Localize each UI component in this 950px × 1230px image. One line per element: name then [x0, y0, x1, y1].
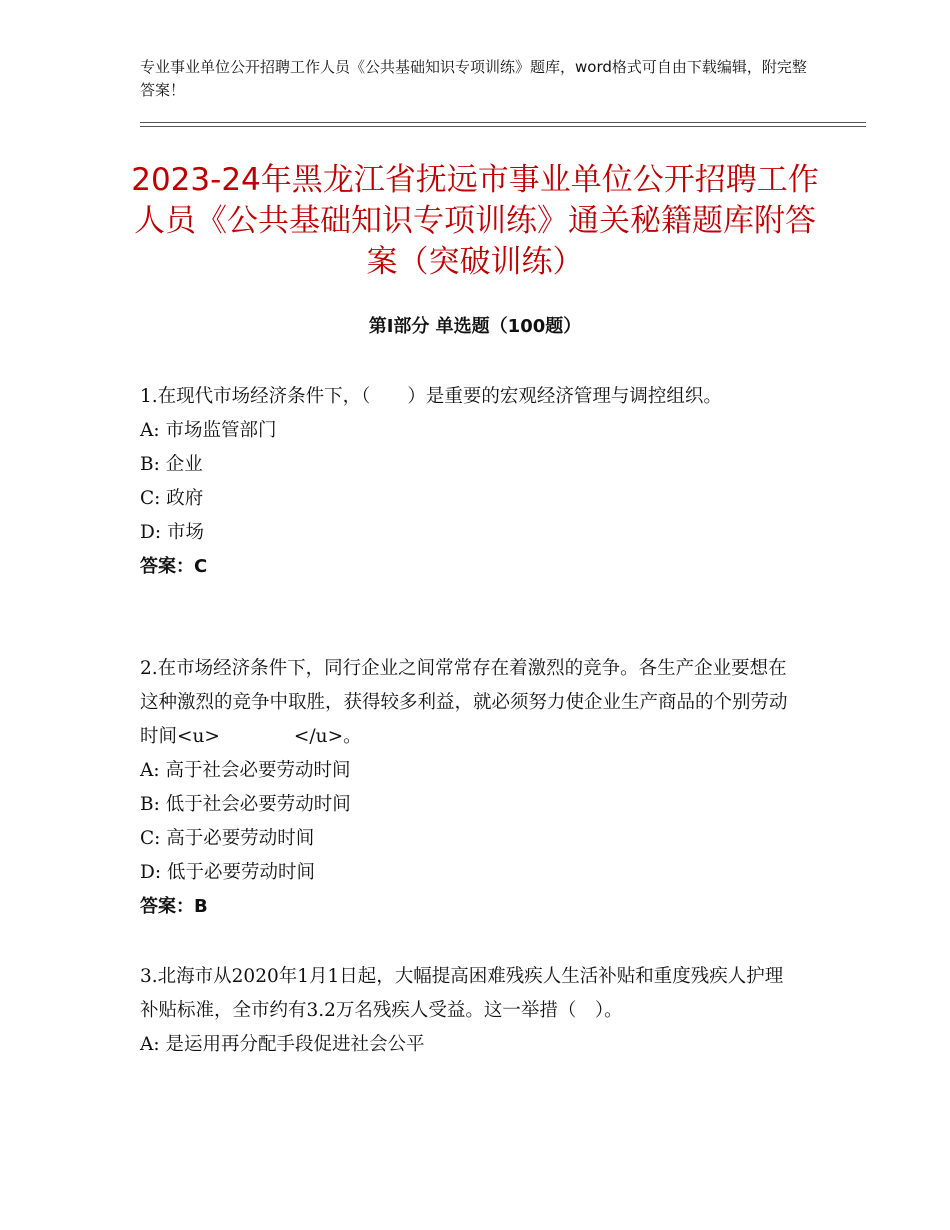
answer: 答案：B	[140, 896, 208, 917]
answer: 答案：C	[140, 556, 208, 577]
header-divider-secondary	[140, 126, 866, 127]
question-3	[140, 960, 800, 1062]
document-title: 2023-24年黑龙江省抚远市事业单位公开招聘工作人员《公共基础知识专项训练》通关秘籍题库附答案（突破训练）	[131, 162, 819, 280]
option-b: B: 低于社会必要劳动时间	[140, 794, 351, 815]
question-stem: 1.在现代市场经济条件下，（ ）是重要的宏观经济管理与调控组织。	[140, 386, 722, 407]
option-a: A: 是运用再分配手段促进社会公平	[140, 1034, 425, 1055]
option-d: D: 低于必要劳动时间	[140, 862, 315, 883]
option-d: D: 市场	[140, 522, 204, 543]
option-b: B: 企业	[140, 454, 203, 475]
option-c: C: 政府	[140, 488, 204, 509]
option-c: C: 高于必要劳动时间	[140, 828, 315, 849]
section-title: 第Ⅰ部分 单选题（100题）	[368, 316, 582, 337]
option-a: A: 高于社会必要劳动时间	[140, 760, 351, 781]
option-a: A: 市场监管部门	[140, 420, 277, 441]
header-divider	[140, 122, 866, 123]
question-1	[140, 380, 800, 584]
header-note: 专业事业单位公开招聘工作人员《公共基础知识专项训练》题库，word格式可自由下载编辑，附完整答案！	[140, 58, 807, 99]
question-stem: 3.北海市从2020年1月1日起，大幅提高困难残疾人生活补贴和重度残疾人护理补贴标准，全市约有3.2万名残疾人受益。这一举措（ ）。	[140, 966, 784, 1021]
question-2	[140, 652, 800, 924]
question-stem: 2.在市场经济条件下，同行企业之间常常存在着激烈的竞争。各生产企业要想在这种激烈的竞争中取胜，获得较多利益，就必须努力使企业生产商品的个别劳动时间<u> </u>。	[140, 658, 788, 747]
